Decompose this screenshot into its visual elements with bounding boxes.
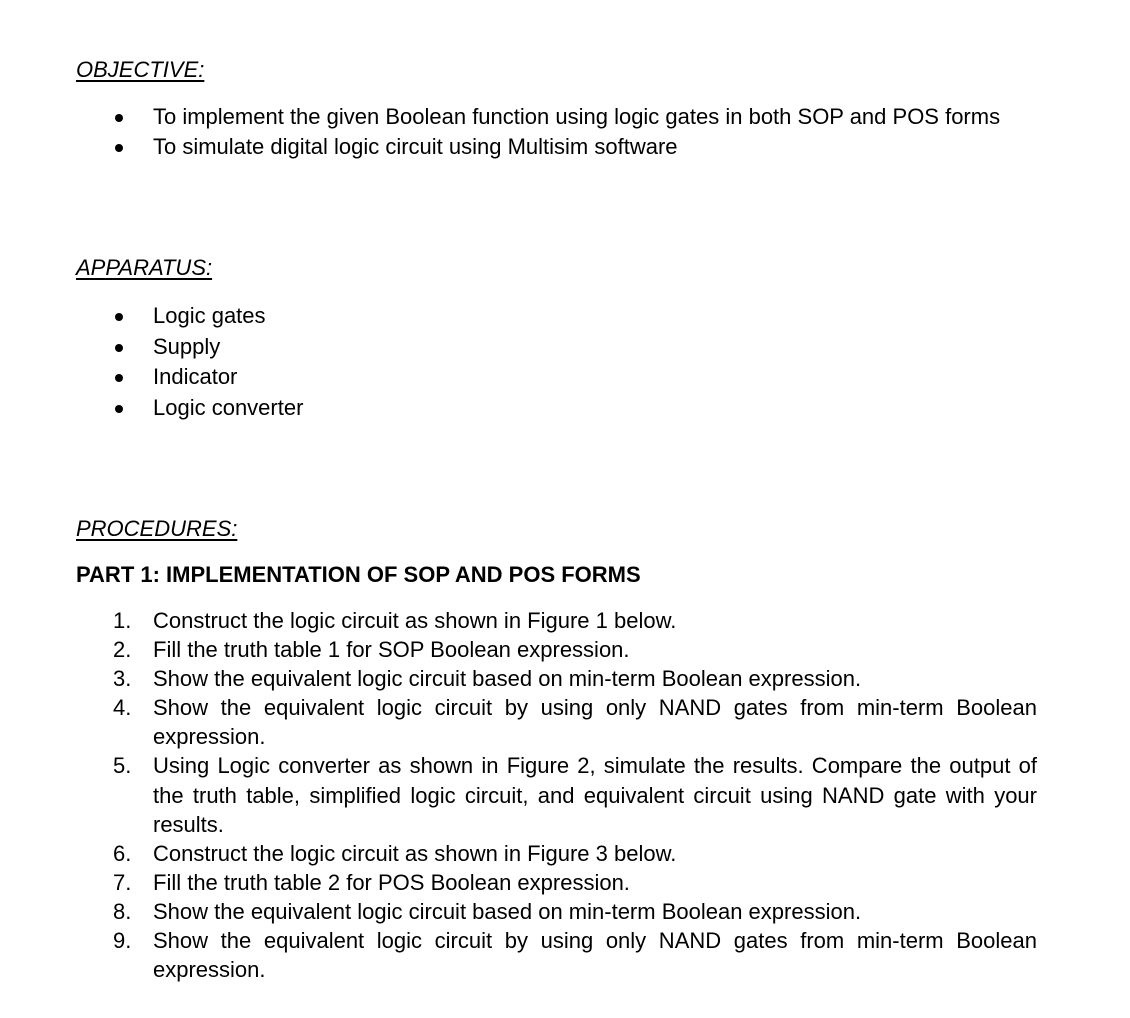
- list-item: [0, 393, 1003, 424]
- step-text: Fill the truth table 2 for POS Boolean expression.: [153, 869, 630, 895]
- objective-list: [0, 102, 1003, 161]
- list-item: [0, 664, 1037, 693]
- list-item: [0, 868, 1037, 897]
- objective-item-2: To simulate digital logic circuit using Multisim software: [153, 133, 678, 159]
- step-text: Using Logic converter as shown in Figure 2, simulate the results. Compare the output of the truth table, simplified logic circuit, and equivalent circuit using NAND gate with your results.: [153, 753, 1037, 837]
- procedures-heading: PROCEDURES:: [76, 516, 238, 541]
- apparatus-item-3: Indicator: [153, 364, 238, 389]
- list-item: [0, 897, 1037, 926]
- bullet-icon: [115, 405, 123, 413]
- step-number: 1.: [113, 608, 132, 633]
- step-text: Show the equivalent logic circuit by using only NAND gates from min-term Boolean expression.: [153, 928, 1037, 983]
- apparatus-list: [0, 301, 1003, 423]
- step-number: 5.: [113, 753, 132, 779]
- step-number: 6.: [113, 840, 132, 866]
- step-number: 9.: [113, 928, 132, 954]
- step-text: Show the equivalent logic circuit by using only NAND gates from min-term Boolean expression.: [153, 695, 1037, 750]
- bullet-icon: [115, 344, 123, 352]
- step-number: 7.: [113, 869, 132, 895]
- step-number: 4.: [113, 695, 132, 721]
- step-text: Show the equivalent logic circuit based on min-term Boolean expression.: [153, 666, 862, 692]
- objective-item-1: To implement the given Boolean function using logic gates in both SOP and POS forms: [153, 104, 1001, 129]
- list-item: [0, 332, 1003, 363]
- step-number: 3.: [113, 666, 132, 692]
- bullet-icon: [115, 313, 123, 321]
- step-text: Construct the logic circuit as shown in Figure 1 below.: [153, 608, 677, 633]
- list-item: [0, 132, 1003, 162]
- apparatus-item-4: Logic converter: [153, 394, 304, 420]
- list-item: [0, 839, 1037, 868]
- list-item: [0, 301, 1003, 332]
- step-text: Fill the truth table 1 for SOP Boolean expression.: [153, 637, 630, 663]
- bullet-icon: [115, 114, 123, 122]
- bullet-icon: [115, 374, 123, 382]
- bullet-icon: [115, 144, 123, 152]
- list-item: [0, 102, 1003, 132]
- list-item: [0, 635, 1037, 664]
- list-item: [0, 693, 1037, 751]
- list-item: [0, 362, 1003, 393]
- apparatus-item-2: Supply: [153, 333, 221, 359]
- part1-title: PART 1: IMPLEMENTATION OF SOP AND POS FORMS: [76, 562, 641, 587]
- list-item: [0, 751, 1037, 838]
- procedure-steps: [0, 606, 1037, 984]
- step-text: Construct the logic circuit as shown in Figure 3 below.: [153, 840, 677, 866]
- list-item: [0, 606, 1037, 635]
- step-number: 8.: [113, 898, 132, 924]
- step-number: 2.: [113, 637, 132, 663]
- list-item: [0, 926, 1037, 984]
- apparatus-heading: APPARATUS:: [76, 255, 213, 280]
- objective-heading: OBJECTIVE:: [76, 57, 205, 82]
- step-text: Show the equivalent logic circuit based on min-term Boolean expression.: [153, 898, 862, 924]
- apparatus-item-1: Logic gates: [153, 303, 266, 328]
